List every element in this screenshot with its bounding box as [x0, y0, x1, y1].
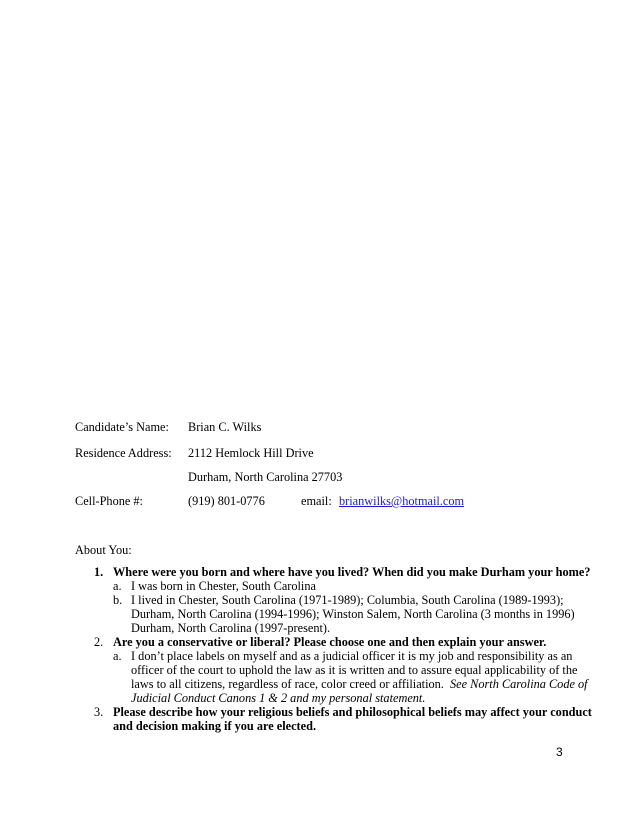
email-link[interactable]: brianwilks@hotmail.com	[339, 494, 465, 508]
answer-2a-line-4: Judicial Conduct Canons 1 & 2 and my personal statement.	[131, 691, 426, 705]
answer-2a-line-1: I don’t place labels on myself and as a judicial officer it is my job and responsibility as an	[131, 649, 573, 663]
answer-1a-line-1: I was born in Chester, South Carolina	[131, 579, 316, 593]
answer-2a-reference: See North Carolina Code of	[450, 677, 588, 691]
address-line-1: 2112 Hemlock Hill Drive	[188, 446, 314, 460]
question-2-number: 2.	[94, 635, 104, 649]
answer-1b-line-3: Durham, North Carolina (1997-present).	[131, 621, 331, 635]
answer-1b-line-1: I lived in Chester, South Carolina (1971-1989); Columbia, South Carolina (1989-1993);	[131, 593, 564, 607]
answer-2a-line-2: officer of the court to uphold the law as it is written and to assure equal applicability of the	[131, 663, 578, 677]
name-value: Brian C. Wilks	[188, 420, 262, 434]
phone-label: Cell-Phone #:	[75, 494, 143, 508]
phone-value: (919) 801-0776	[188, 494, 265, 508]
email-label: email:	[301, 494, 332, 508]
answer-1b-line-2: Durham, North Carolina (1994-1996); Winston Salem, North Carolina (3 months in 1996)	[131, 607, 575, 621]
answer-2a-line-3-text: laws to all citizens, regardless of race, color creed or affiliation.	[131, 677, 444, 691]
answer-1b-marker: b.	[113, 593, 123, 607]
question-1-number: 1.	[94, 565, 104, 579]
page-number: 3	[556, 745, 563, 759]
answer-2a-marker: a.	[113, 649, 122, 663]
question-3-number: 3.	[94, 705, 104, 719]
question-2-text: Are you a conservative or liberal? Please choose one and then explain your answer.	[113, 635, 547, 649]
address-label: Residence Address:	[75, 446, 172, 460]
question-1-text: Where were you born and where have you lived? When did you make Durham your home?	[113, 565, 591, 579]
name-label: Candidate’s Name:	[75, 420, 169, 434]
question-3-line-1: Please describe how your religious beliefs and philosophical beliefs may affect your conduct	[113, 705, 592, 719]
question-3-line-2: and decision making if you are elected.	[113, 719, 317, 733]
answer-1a-marker: a.	[113, 579, 122, 593]
answer-2a-line-3	[131, 677, 588, 692]
section-title: About You:	[75, 543, 132, 557]
address-line-2: Durham, North Carolina 27703	[188, 470, 343, 484]
